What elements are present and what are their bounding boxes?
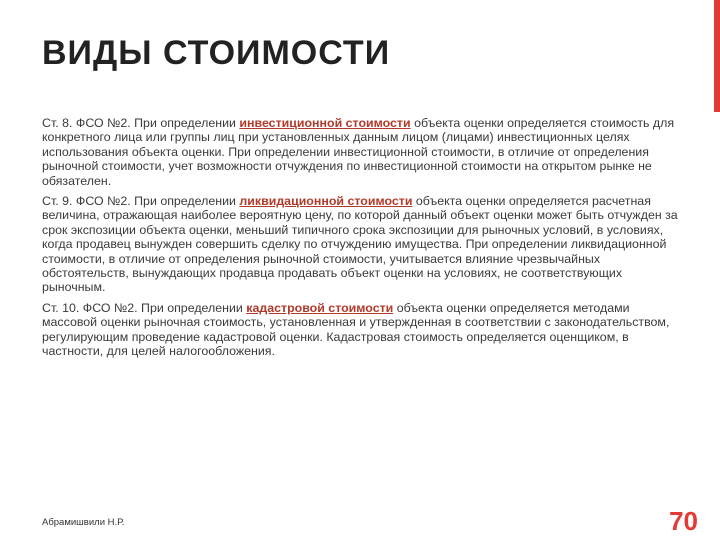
accent-bar [714,0,720,112]
term-liquidation-value: ликвидационной стоимости [239,194,413,209]
paragraph-text-before: Ст. 8. ФСО №2. При определении [42,116,240,130]
paragraph-text-after: объекта оценки определяется стоимость для конкретного лица или группы лиц при установленных данным лицом (лицами) инвестиционных целях использования объекта оценки. При определении инвестиционной стоимости, в отличие от определения рыночной стоимости, учет возможности отчуждения по инвестиционной стоимости на открытом рынке не обязателен. [42,116,675,188]
author-name: Абрамишвили Н.Р. [42,517,125,528]
term-investment-value: инвестиционной стоимости [239,116,411,130]
term-cadastral-value: кадастровой стоимости [246,300,394,315]
paragraph-text-after: объекта оценки определяется расчетная величина, отражающая наиболее вероятную цену, по которой данный объект оценки может быть отчужден за срок экспозиции объекта оценки, меньший типичного срока экспозиции для рыночных условий, в условиях, когда продавец вынужден совершить сделку по отчуждению имущества. При определении ликвидационной стоимости, в отличие от определения рыночной стоимости, учитывается влияние чрезвычайных обстоятельств, вынуждающих продавца продавать объект оценки на условиях, не соответствующих рыночным. [42,194,678,295]
slide-title: ВИДЫ СТОИМОСТИ [42,34,391,72]
page-number: 70 [669,506,698,536]
paragraph-liquidation-value [42,194,682,295]
paragraph-text-before: Ст. 9. ФСО №2. При определении [42,194,240,209]
slide-content [42,116,682,365]
paragraph-text-after: объекта оценки определяется методами массовой оценки рыночная стоимость, установленная и утвержденная в соответствии с законодательством, регулирующим проведение кадастровой оценки. Кадастровая стоимость определяется оценщиком, в частности, для целей налогообложения. [42,300,670,359]
paragraph-text-before: Ст. 10. ФСО №2. При определении [42,300,247,315]
paragraph-investment-value [42,116,682,188]
paragraph-cadastral-value [42,301,682,359]
